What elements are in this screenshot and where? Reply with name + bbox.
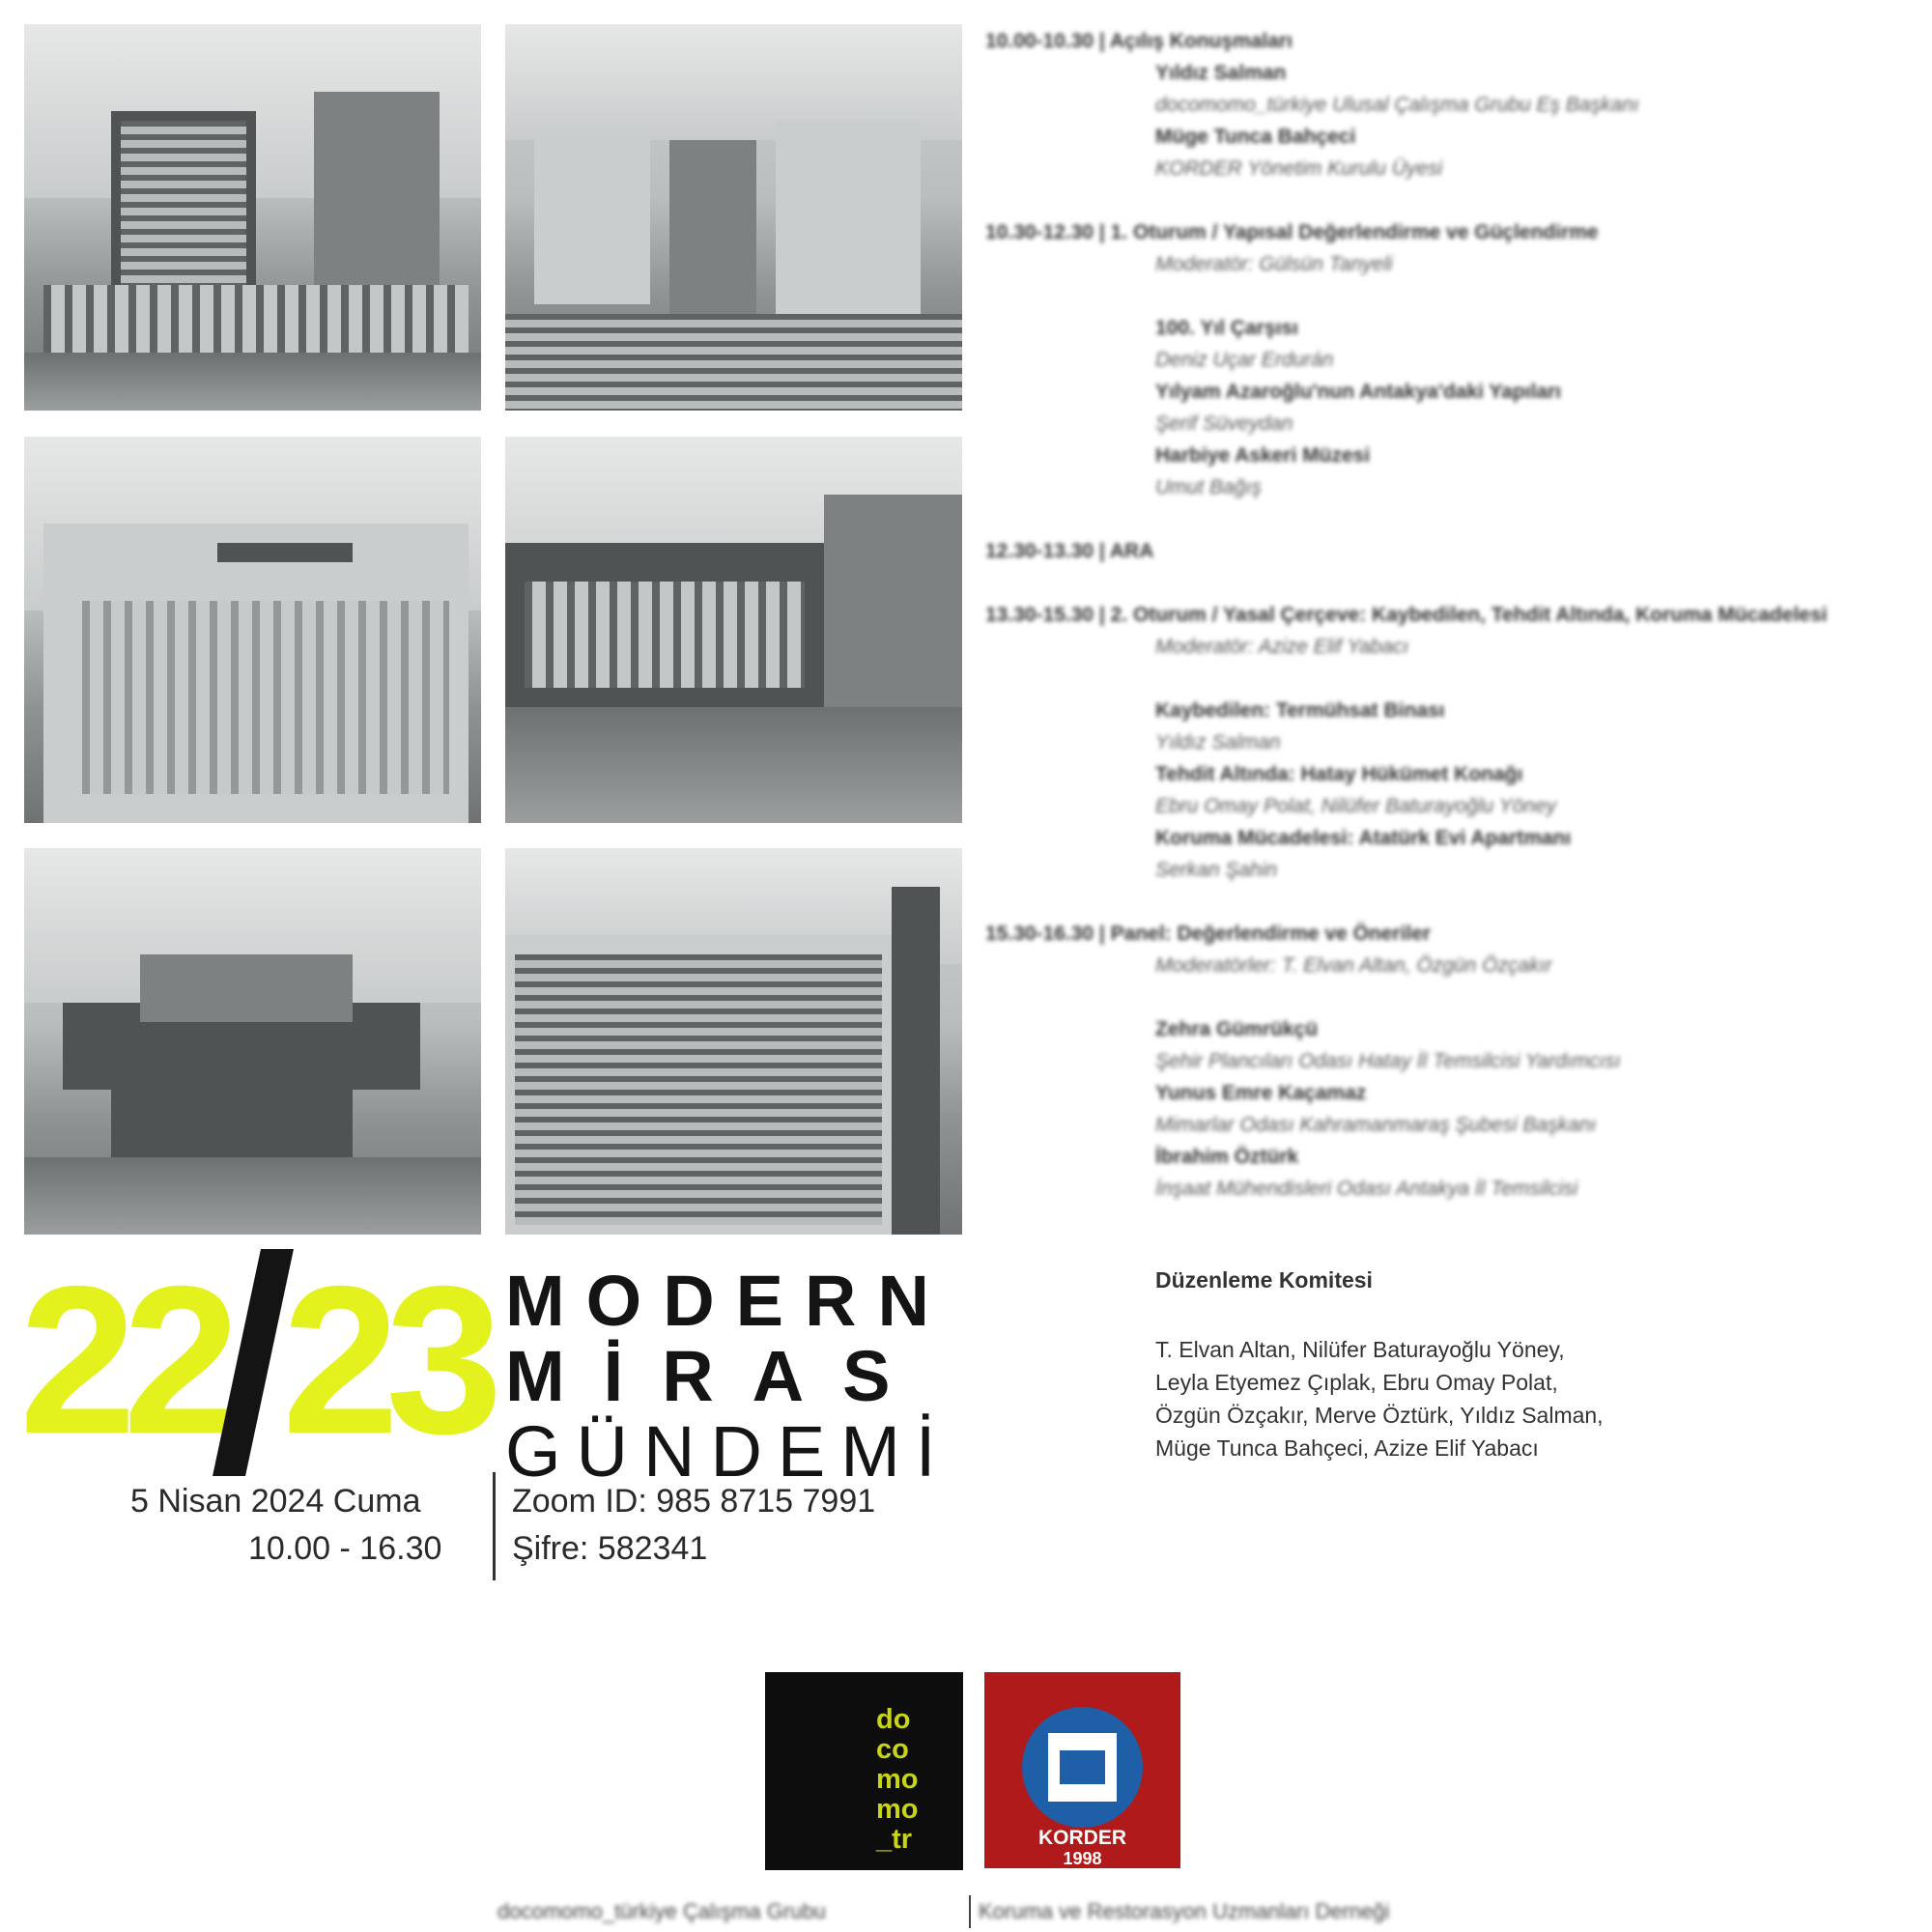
session-5-moderators: Moderatörler: T. Elvan Altan, Özgün Özçakır [1155,954,1552,977]
panel-speaker-3: İbrahim Öztürk [1155,1146,1299,1168]
event-hours: 10.00 - 16.30 [248,1530,442,1567]
session-4-talk-2-speaker: Ebru Omay Polat, Nilüfer Baturayoğlu Yöney [1155,795,1557,817]
session-1-speaker-2-role: KORDER Yönetim Kurulu Üyesi [1155,157,1443,180]
session-2-talk-1-speaker: Deniz Uçar Erdurán [1155,349,1334,371]
session-1-time: 10.00-10.30 | Açılış Konuşmaları [985,30,1293,52]
zoom-id: Zoom ID: 985 8715 7991 [512,1483,876,1520]
committee-line: Müge Tunca Bahçeci, Azize Elif Yabacı [1155,1435,1539,1461]
session-4-talk-1-speaker: Yıldız Salman [1155,731,1281,753]
event-number-left: 22 [19,1243,227,1478]
panel-speaker-3-role: İnşaat Mühendisleri Odası Antakya İl Temsilcisi [1155,1178,1578,1200]
docomomo-logo-text: do co mo mo _tr [876,1704,919,1855]
photo-industrial-hall [505,437,962,823]
session-2-talk-2-speaker: Şerif Süveydan [1155,412,1293,435]
session-4-time: 13.30-15.30 | 2. Oturum / Yasal Çerçeve: Kaybedilen, Tehdit Altında, Koruma Mücadelesi [985,604,1828,626]
session-5-time: 15.30-16.30 | Panel: Değerlendirme ve Öneriler [985,923,1432,945]
title-word-miras: MİRAS [505,1336,929,1416]
photo-city-skyline [505,24,962,411]
panel-speaker-1-role: Şehir Plancıları Odası Hatay İl Temsilcisi Yardımcısı [1155,1050,1621,1072]
session-4-talk-1: Kaybedilen: Termühsat Binası [1155,699,1445,722]
event-date: 5 Nisan 2024 Cuma [130,1483,421,1520]
committee-members [1155,1333,1604,1464]
panel-speaker-2-role: Mimarlar Odası Kahramanmaraş Şubesi Başkanı [1155,1114,1597,1136]
footer-divider [969,1895,971,1928]
title-word-gundemi: GÜNDEMİ [505,1411,952,1492]
info-divider [493,1472,496,1580]
session-2-talk-2: Yılyam Azaroğlu'nun Antakya'daki Yapıları [1155,381,1562,403]
session-2-time: 10.30-12.30 | 1. Oturum / Yapısal Değerlendirme ve Güçlendirme [985,221,1599,243]
korder-emblem-icon [1022,1707,1143,1828]
korder-logo [984,1672,1180,1868]
event-number-right: 23 [282,1243,490,1478]
session-4-talk-2: Tehdit Altında: Hatay Hükümet Konağı [1155,763,1523,785]
session-1-speaker-2: Müge Tunca Bahçeci [1155,126,1356,148]
session-4-moderator: Moderatör: Azize Elif Yabacı [1155,636,1409,658]
korder-logo-year: 1998 [1063,1849,1102,1868]
photo-curved-apartment [505,848,962,1235]
session-4-talk-3-speaker: Serkan Şahin [1155,859,1278,881]
session-1-speaker-1-role: docomomo_türkiye Ulusal Çalışma Grubu Eş Başkanı [1155,94,1639,116]
title-word-modern: MODERN [505,1261,951,1341]
committee-line: Leyla Etyemez Çıplak, Ebru Omay Polat, [1155,1370,1558,1395]
session-2-talk-1: 100. Yıl Çarşısı [1155,317,1298,339]
committee-line: Özgün Özçakır, Merve Öztürk, Yıldız Salman, [1155,1403,1604,1428]
photo-brutalist-building [24,848,481,1235]
photo-apartment-corner [24,437,481,823]
program-schedule [985,25,1913,1205]
session-1-speaker-1: Yıldız Salman [1155,62,1287,84]
docomomo-logo [765,1672,963,1870]
photo-office-buildings [24,24,481,411]
footer-right: Koruma ve Restorasyon Uzmanları Derneği [979,1899,1390,1923]
session-2-talk-3-speaker: Umut Bağış [1155,476,1262,498]
panel-speaker-1: Zehra Gümrükçü [1155,1018,1319,1040]
session-2-talk-3: Harbiye Askeri Müzesi [1155,444,1371,467]
session-4-talk-3: Koruma Mücadelesi: Atatürk Evi Apartmanı [1155,827,1572,849]
session-3-time: 12.30-13.30 | ARA [985,540,1154,562]
committee-title: Düzenleme Komitesi [1155,1267,1373,1293]
committee-line: T. Elvan Altan, Nilüfer Baturayoğlu Yöney, [1155,1337,1565,1362]
footer-left: docomomo_türkiye Çalışma Grubu [497,1899,826,1923]
panel-speaker-2: Yunus Emre Kaçamaz [1155,1082,1367,1104]
session-2-moderator: Moderatör: Gülsün Tanyeli [1155,253,1393,275]
korder-logo-name: KORDER [1037,1827,1126,1849]
zoom-password: Şifre: 582341 [512,1530,708,1567]
